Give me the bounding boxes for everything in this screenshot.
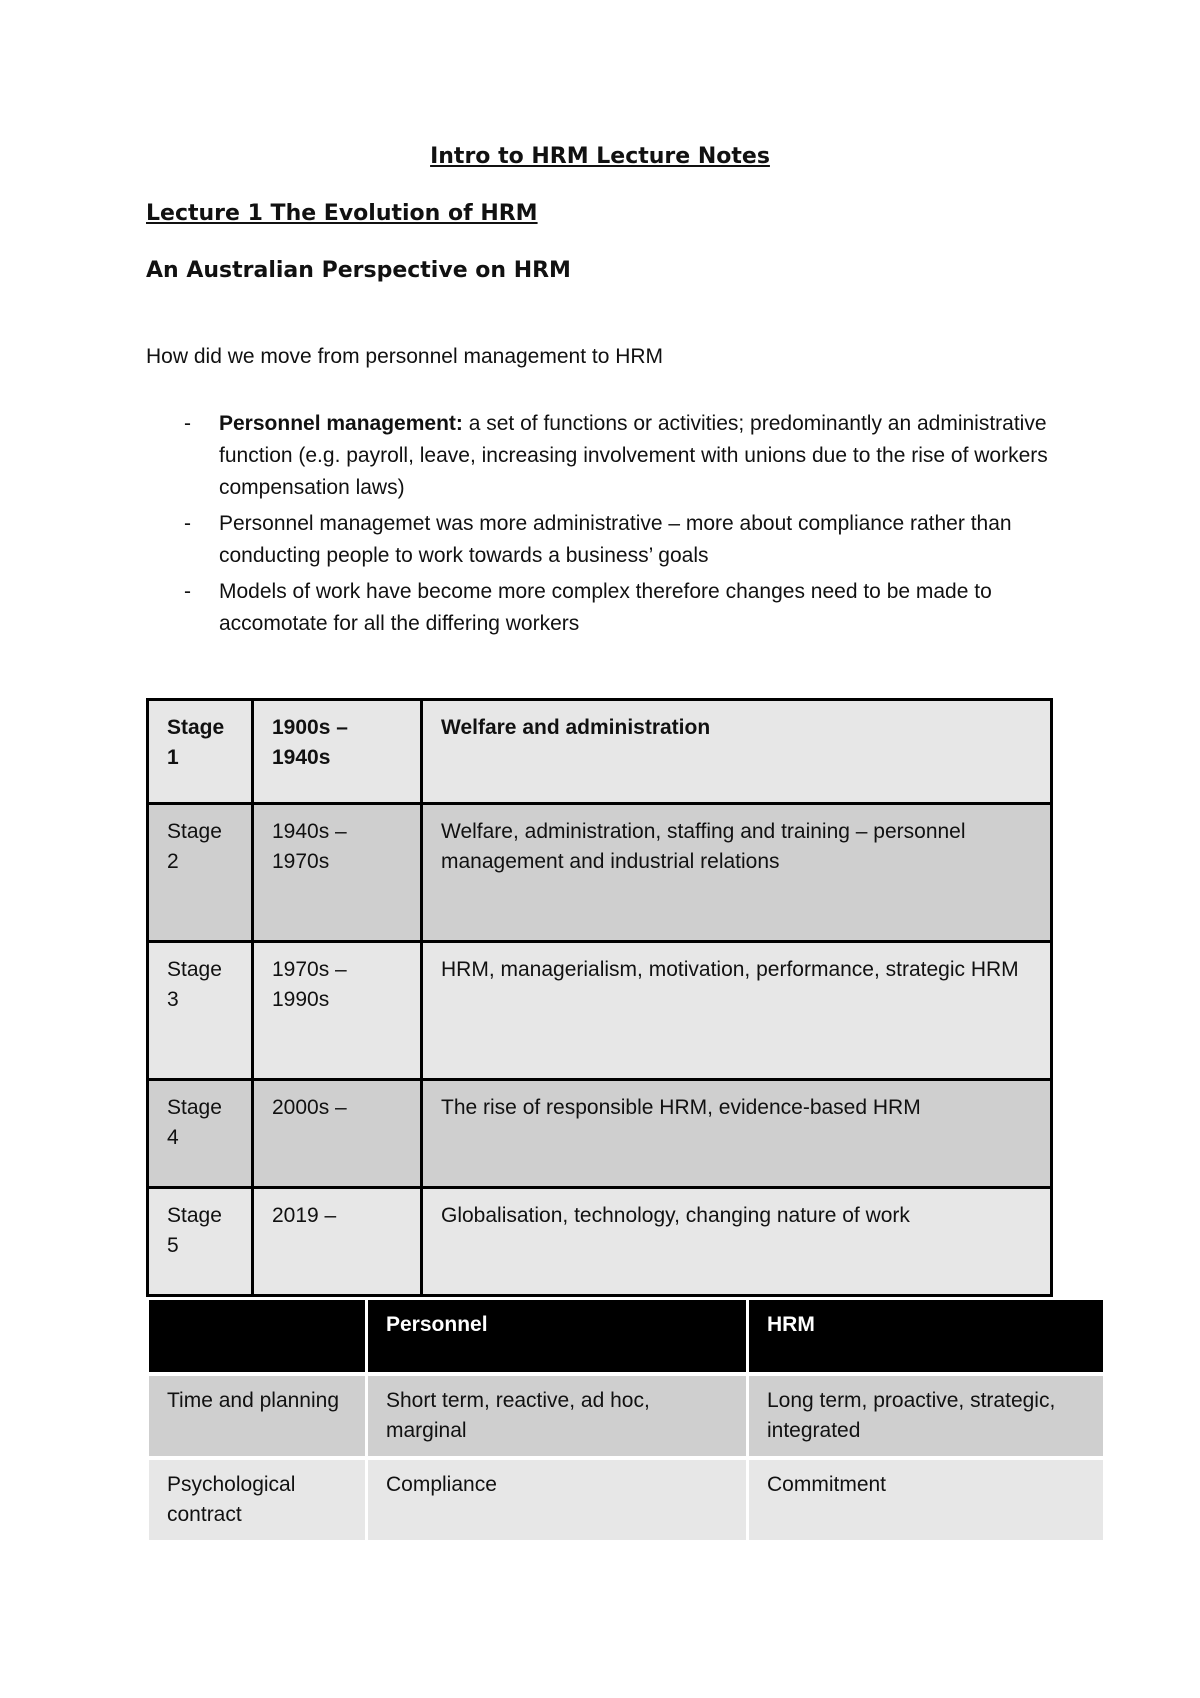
comparison-header-hrm: HRM [749,1300,1103,1372]
stage-cell: Stage 5 [148,1188,253,1296]
bullet-bold-lead: Personnel management: [219,412,463,435]
focus-cell: The rise of responsible HRM, evidence-based HRM [422,1080,1052,1188]
lecture-heading: Lecture 1 The Evolution of HRM [146,201,538,226]
document-title: Intro to HRM Lecture Notes [430,144,770,169]
period-cell: 1940s – 1970s [253,804,422,942]
stage-row [148,804,1052,942]
bullet-text: Personnel managemet was more administrative – more about compliance rather than conducting people to work towards a business’ goals [219,512,1012,567]
stage-row [148,942,1052,1080]
bullet-list [146,408,1056,644]
focus-cell: Welfare, administration, staffing and training – personnel management and industrial relations [422,804,1052,942]
intro-question: How did we move from personnel management to HRM [146,345,664,368]
comparison-personnel-cell: Compliance [368,1460,746,1540]
comparison-row-label: Time and planning [149,1376,365,1456]
bullet-item [146,408,1056,504]
comparison-personnel-cell: Short term, reactive, ad hoc, marginal [368,1376,746,1456]
bullet-dash: - [184,580,191,603]
period-cell: 1900s – 1940s [253,700,422,804]
bullet-text: Models of work have become more complex therefore changes need to be made to accomotate for all the differing workers [219,580,992,635]
comparison-hrm-cell: Long term, proactive, strategic, integrated [749,1376,1103,1456]
comparison-header-personnel: Personnel [368,1300,746,1372]
comparison-header-blank [149,1300,365,1372]
stage-row [148,1080,1052,1188]
focus-cell: HRM, managerialism, motivation, performance, strategic HRM [422,942,1052,1080]
period-cell: 2000s – [253,1080,422,1188]
period-cell: 1970s – 1990s [253,942,422,1080]
comparison-table [146,1296,1106,1544]
stage-row [148,1188,1052,1296]
comparison-row [149,1460,1103,1540]
stage-cell: Stage 4 [148,1080,253,1188]
focus-cell: Welfare and administration [422,700,1052,804]
comparison-row-label: Psychological contract [149,1460,365,1540]
comparison-hrm-cell: Commitment [749,1460,1103,1540]
bullet-dash: - [184,512,191,535]
bullet-dash: - [184,412,191,435]
section-subheading: An Australian Perspective on HRM [146,258,571,283]
focus-cell: Globalisation, technology, changing nature of work [422,1188,1052,1296]
bullet-item [146,508,1056,572]
comparison-header-row [149,1300,1103,1372]
stage-row [148,700,1052,804]
bullet-item [146,576,1056,640]
stages-table [146,698,1053,1297]
stage-cell: Stage 2 [148,804,253,942]
stage-cell: Stage 3 [148,942,253,1080]
period-cell: 2019 – [253,1188,422,1296]
bullet-text: a set of functions or activities; predominantly an administrative function (e.g. payroll, leave, increasing involvement with unions due to the rise of workers compensation laws) [219,412,1048,499]
stage-cell: Stage 1 [148,700,253,804]
comparison-row [149,1376,1103,1456]
